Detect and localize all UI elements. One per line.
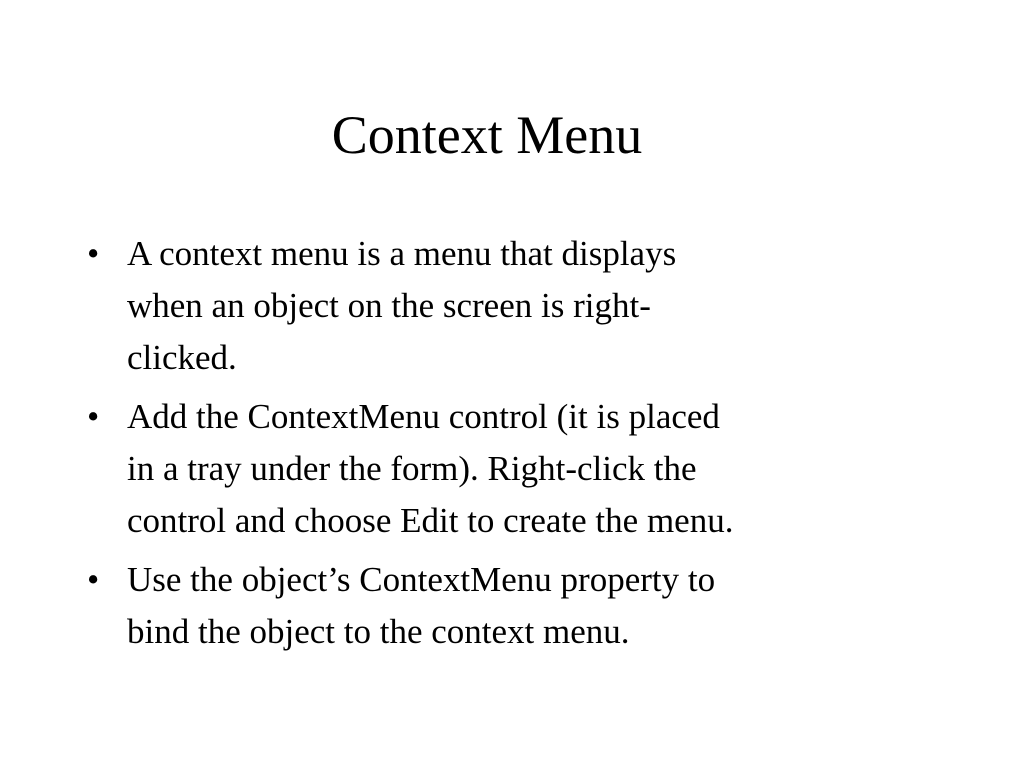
bullet-line: when an object on the screen is right- [127,286,651,325]
bullet-dot-icon: • [87,397,100,436]
bullet-line: Add the ContextMenu control (it is placed [127,397,720,436]
bullet-line: clicked. [127,338,237,377]
bullet-item [84,228,944,384]
bullet-line: Use the object’s ContextMenu property to [127,560,716,599]
bullet-item [84,391,944,547]
bullet-dot-icon: • [87,234,100,273]
bullet-line: A context menu is a menu that displays [127,234,677,273]
bullet-dot-icon: • [87,560,100,599]
bullet-line: control and choose Edit to create the menu. [127,501,734,540]
bullet-list [84,228,944,665]
bullet-line: in a tray under the form). Right-click the [127,449,697,488]
slide-title: Context Menu [331,105,643,165]
bullet-item [84,554,944,658]
bullet-line: bind the object to the context menu. [127,612,630,651]
